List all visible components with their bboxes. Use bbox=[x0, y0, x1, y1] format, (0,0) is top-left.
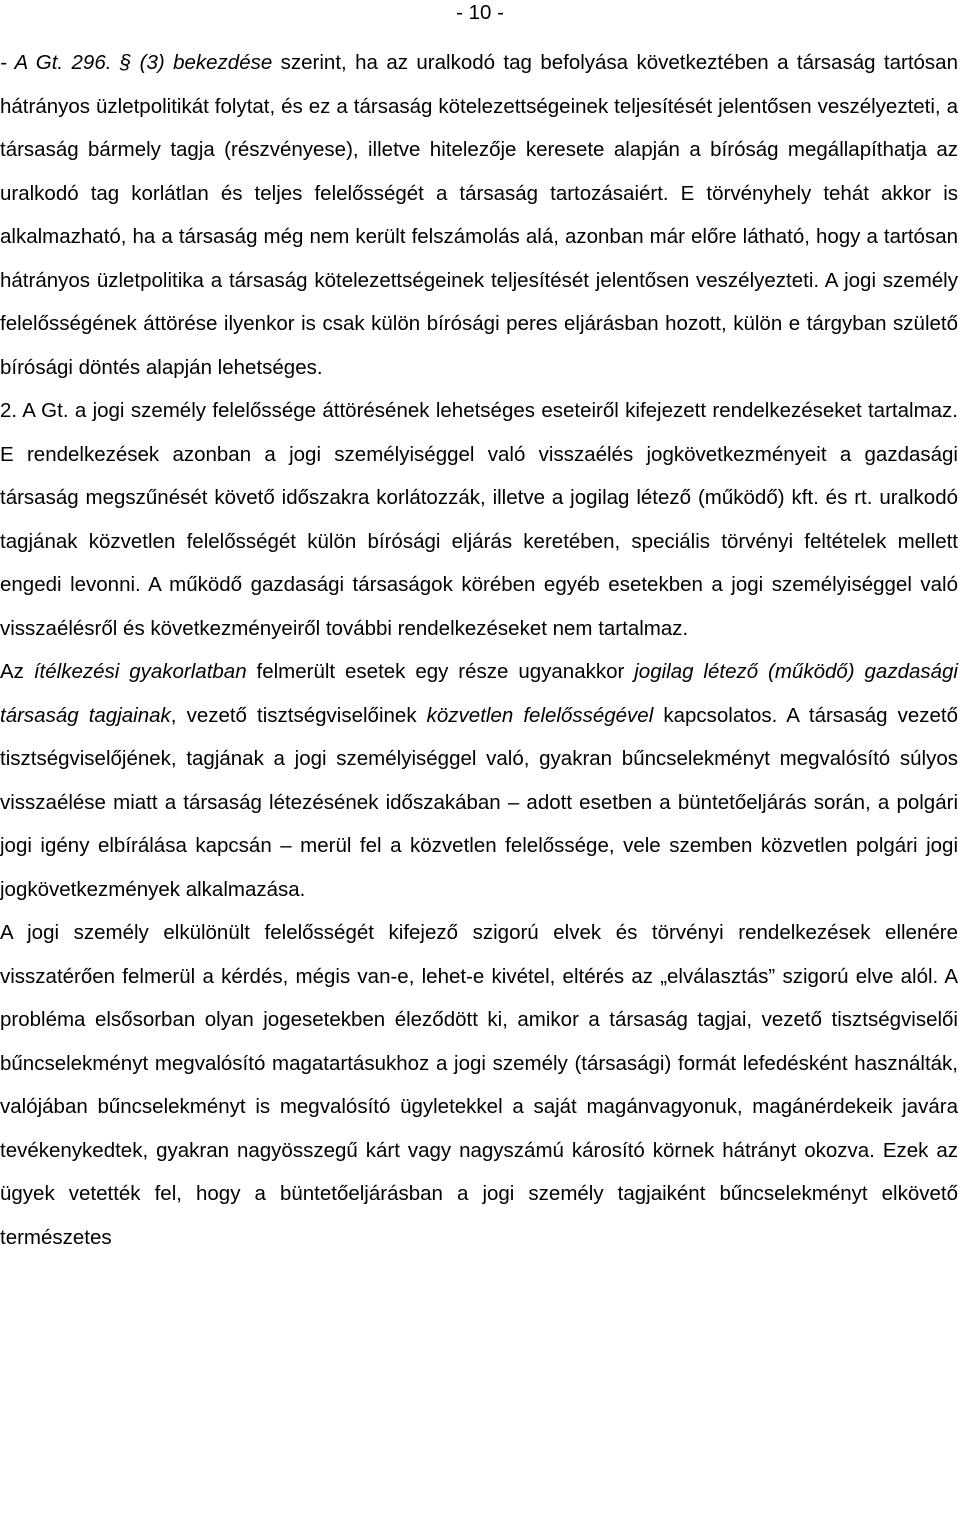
paragraph-4 bbox=[0, 911, 958, 1259]
paragraph-1 bbox=[0, 41, 958, 389]
document-body bbox=[0, 41, 958, 1259]
paragraph-1-segment-1: - A Gt. 296. bbox=[0, 51, 120, 74]
paragraph-3-segment-7: kapcsolatos. A társaság vezető tisztségviselőjének, tagjának a jogi személyiséggel való, gyakran bűncselekményt megvalósító súlyos visszaélése miatt a társaság létezésének időszakában – adott esetben a büntetőeljárás során, a polgári jogi igény elbírálása kapcsán – merül fel a közvetlen felelőssége, vele szemben közvetlen polgári jogi jogkövetkezmények alkalmazása. bbox=[0, 703, 958, 901]
paragraph-2-segment-1: 2. A Gt. a jogi személy felelőssége áttörésének lehetséges eseteiről kifejezett rendelkezéseket tartalmaz. E rendelkezések azonban a jogi személyiséggel való visszaélés jogkövetkezményeit a gazdasági társaság megszűnését követő időszakra korlátozzák, illetve a jogilag létező (működő) kft. és rt. uralkodó tagjának közvetlen felelősségét külön bírósági eljárás keretében, speciális törvényi feltételek mellett engedi levonni. A működő gazdasági társaságok körében egyéb esetekben a jogi személyiséggel való visszaélésről és következményeiről további rendelkezéseket nem tartalmaz. bbox=[0, 399, 958, 640]
paragraph-1-segment-3: szerint, ha az uralkodó tag befolyása következtében a társaság tartósan hátrányos üzletpolitikát folytat, és ez a társaság kötelezettségeinek teljesítését jelentősen veszélyezteti, a társaság bármely tagja (részvényese), illetve hitelezője keresete alapján a bíróság megállapíthatja az uralkodó tag korlátlan és teljes felelősségét a társaság tartozásaiért. E törvényhely tehát akkor is alkalmazható, ha a társaság még nem került felszámolás alá, azonban már előre látható, hogy a tartósan hátrányos üzletpolitika a társaság kötelezettségeinek teljesítését jelentősen veszélyezteti. A jogi személy felelősségének áttörése ilyenkor is csak külön bírósági peres eljárásban hozott, külön e tárgyban születő bírósági döntés alapján lehetséges. bbox=[0, 51, 958, 379]
page-number: - 10 - bbox=[456, 1, 504, 24]
paragraph-3-segment-5: , vezető tisztségviselőinek bbox=[170, 703, 427, 727]
paragraph-2 bbox=[0, 389, 958, 650]
paragraph-4-segment-1: A jogi személy elkülönült felelősségét kifejező szigorú elvek és törvényi rendelkezések ellenére visszatérően felmerül a kérdés, mégis van-e, lehet-e kivétel, eltérés az „elválasztás” szigorú elve alól. A probléma elsősorban olyan jogesetekben éleződött ki, amikor a társaság tagjai, vezető tisztségviselői bűncselekményt megvalósító magatartásukhoz a jogi személy (társasági) formát lefedésként használták, valójában bűncselekményt is megvalósító ügyletekkel a saját magánvagyonuk, magánérdekeik javára tevékenykedtek, gyakran nagyösszegű kárt vagy nagyszámú károsító körnek hátrányt okozva. Ezek az ügyek vetették fel, hogy a büntetőeljárásban a jogi személy tagjaiként bűncselekményt elkövető természetes bbox=[0, 921, 958, 1249]
paragraph-3-segment-3: felmerült esetek egy része ugyanakkor bbox=[246, 660, 635, 683]
paragraph-1-segment-2: § (3) bekezdése bbox=[119, 51, 273, 74]
paragraph-3-segment-1: Az bbox=[0, 660, 34, 683]
paragraph-3-segment-6: közvetlen felelősségével bbox=[426, 703, 654, 727]
paragraph-3 bbox=[0, 650, 958, 911]
paragraph-3-segment-2: ítélkezési gyakorlatban bbox=[33, 660, 247, 683]
paragraph-3-segment-4: jogilag létező (működő) gazdasági társaság tagjainak bbox=[0, 660, 958, 727]
